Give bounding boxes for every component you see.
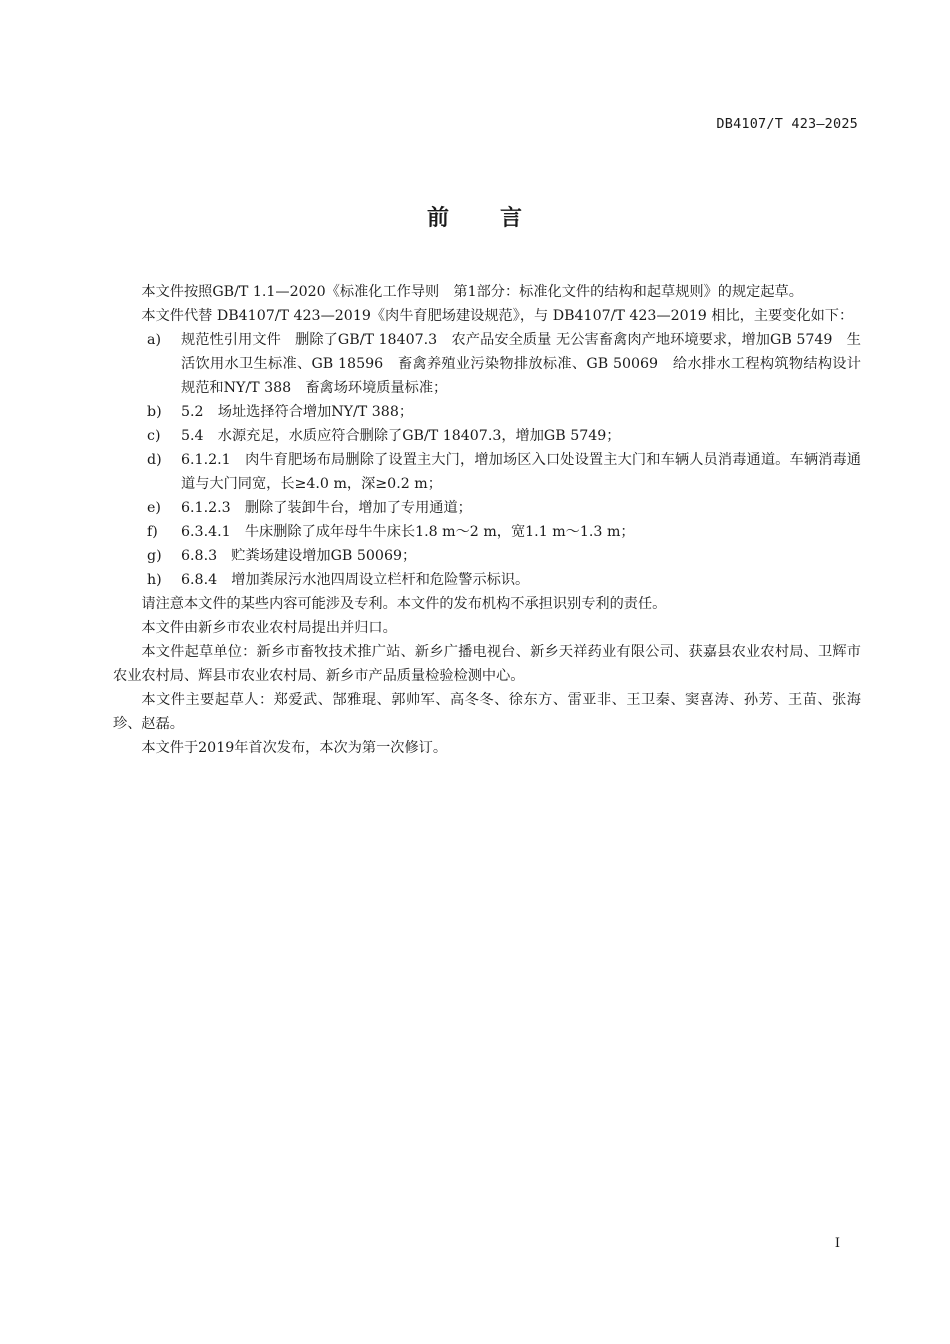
title-char-2: 言 [500, 206, 524, 231]
paragraph-patent-notice: 请注意本文件的某些内容可能涉及专利。本文件的发布机构不承担识别专利的责任。 [141, 596, 667, 612]
page-title [0, 201, 950, 232]
paragraph-replacement-note: 本文件代替 DB4107/T 423—2019《肉牛育肥场建设规范》，与 DB4107/T 423—2019 相比，主要变化如下： [141, 308, 854, 324]
list-item [113, 328, 861, 400]
list-item-text: 6.8.3 贮粪场建设增加GB 50069； [181, 548, 417, 564]
paragraph-revision-history: 本文件于2019年首次发布，本次为第一次修订。 [141, 740, 448, 756]
document-code: DB4107/T 423—2025 [716, 116, 858, 132]
list-marker: d) [147, 452, 162, 468]
list-marker: c) [147, 428, 161, 444]
list-item-text: 6.1.2.1 肉牛育肥场布局删除了设置主大门，增加场区入口处设置主大门和车辆人员消毒通道。车辆消毒通道与大门同宽，长≥4.0 m，深≥0.2 m； [181, 452, 861, 492]
list-item-text: 6.8.4 增加粪尿污水池四周设立栏杆和危险警示标识。 [181, 572, 530, 588]
list-item [113, 496, 861, 520]
paragraph-drafters: 本文件主要起草人：郑爱武、郜雅琨、郭帅军、高冬冬、徐东方、雷亚非、王卫秦、窦喜涛、孙芳、王苗、张海珍、赵磊。 [113, 692, 861, 732]
list-item [113, 568, 861, 592]
page-number: I [834, 1236, 840, 1251]
list-item [113, 544, 861, 568]
list-item [113, 424, 861, 448]
list-item [113, 400, 861, 424]
list-marker: f) [147, 524, 158, 540]
paragraph-drafting-basis: 本文件按照GB/T 1.1—2020《标准化工作导则 第1部分：标准化文件的结构和起草规则》的规定起草。 [141, 284, 803, 300]
list-item-text: 6.1.2.3 删除了装卸牛台，增加了专用通道； [181, 500, 472, 516]
list-marker: h) [147, 572, 162, 588]
paragraph-proposer: 本文件由新乡市农业农村局提出并归口。 [141, 620, 397, 636]
list-marker: e) [147, 500, 161, 516]
list-item-text: 6.3.4.1 牛床删除了成年母牛牛床长1.8 m～2 m，宽1.1 m～1.3 m； [181, 524, 635, 540]
list-item-text: 5.4 水源充足，水质应符合删除了GB/T 18407.3，增加GB 5749； [181, 428, 621, 444]
list-item [113, 520, 861, 544]
changes-list [113, 328, 861, 592]
list-marker: a) [147, 332, 161, 348]
paragraph-drafting-units: 本文件起草单位：新乡市畜牧技术推广站、新乡广播电视台、新乡天祥药业有限公司、获嘉县农业农村局、卫辉市农业农村局、辉县市农业农村局、新乡市产品质量检验检测中心。 [113, 644, 861, 684]
list-marker: b) [147, 404, 162, 420]
foreword-body [113, 280, 861, 760]
list-marker: g) [147, 548, 162, 564]
list-item-text: 5.2 场址选择符合增加NY/T 388； [181, 404, 414, 420]
title-char-1: 前 [426, 206, 450, 231]
list-item [113, 448, 861, 496]
list-item-text: 规范性引用文件 删除了GB/T 18407.3 农产品安全质量 无公害畜禽肉产地环境要求，增加GB 5749 生活饮用水卫生标准、GB 18596 畜禽养殖业污染物排放标准、GB 50069 给水排水工程构筑物结构设计规范和NY/T 388 畜禽场环境质量标准； [181, 332, 861, 396]
